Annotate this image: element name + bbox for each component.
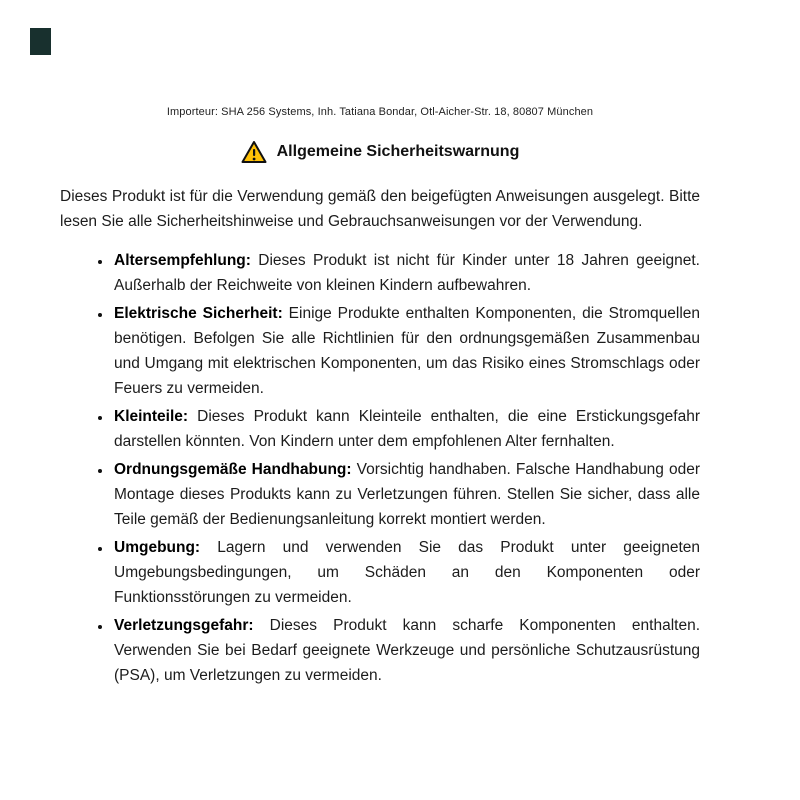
bullet-label: Umgebung: bbox=[114, 539, 201, 556]
bullet-label: Altersempfehlung: bbox=[114, 252, 251, 269]
intro-paragraph: Dieses Produkt ist für die Verwendung gemäß den beigefügten Anweisungen ausgelegt. Bitte lesen Sie alle Sicherheitshinweise und Gebrauchsanweisungen vor der Verwendung. bbox=[60, 188, 700, 230]
page-title: Allgemeine Sicherheitswarnung bbox=[276, 143, 520, 160]
list-item bbox=[112, 248, 700, 298]
bullet-label: Kleinteile: bbox=[114, 408, 189, 425]
bullet-label: Verletzungsgefahr: bbox=[114, 617, 254, 634]
list-item bbox=[112, 404, 700, 454]
bullet-text: Vorsichtig handhaben. Falsche Handhabung oder Montage dieses Produkts kann zu Verletzungen führen. Stellen Sie sicher, dass alle Teile gemäß der Bedienungsanleitung korrekt montiert werden. bbox=[114, 461, 701, 528]
safety-list bbox=[60, 248, 700, 688]
heading-row bbox=[60, 140, 700, 164]
bullet-text: Lagern und verwenden Sie das Produkt unter geeigneten Umgebungsbedingungen, um Schäden an den Komponenten oder Funktionsstörungen zu vermeiden. bbox=[114, 539, 700, 606]
importer-line: Importeur: SHA 256 Systems, Inh. Tatiana Bondar, Otl-Aicher-Str. 18, 80807 München bbox=[166, 106, 594, 118]
list-item bbox=[112, 301, 700, 401]
corner-mark bbox=[30, 28, 51, 55]
warning-triangle-icon bbox=[241, 140, 267, 164]
bullet-text: Dieses Produkt ist nicht für Kinder unter 18 Jahren geeignet. Außerhalb der Reichweite von kleinen Kindern aufbewahren. bbox=[114, 252, 700, 294]
bullet-label: Elektrische Sicherheit: bbox=[114, 305, 283, 322]
bullet-text: Einige Produkte enthalten Komponenten, die Stromquellen benötigen. Befolgen Sie alle Richtlinien für den ordnungsgemäßen Zusammenbau und Umgang mit elektrischen Komponenten, um das Risiko eines Stromschlags oder Feuers zu vermeiden. bbox=[114, 305, 701, 397]
list-item bbox=[112, 613, 700, 688]
bullet-text: Dieses Produkt kann scharfe Komponenten enthalten. Verwenden Sie bei Bedarf geeignete Werkzeuge und persönliche Schutzausrüstung (PSA), um Verletzungen zu vermeiden. bbox=[114, 617, 700, 684]
list-item bbox=[112, 457, 700, 532]
bullet-label: Ordnungsgemäße Handhabung: bbox=[114, 461, 352, 478]
list-item bbox=[112, 535, 700, 610]
bullet-text: Dieses Produkt kann Kleinteile enthalten, die eine Erstickungsgefahr darstellen könnten. Von Kindern unter dem empfohlenen Alter fernhalten. bbox=[114, 408, 700, 450]
